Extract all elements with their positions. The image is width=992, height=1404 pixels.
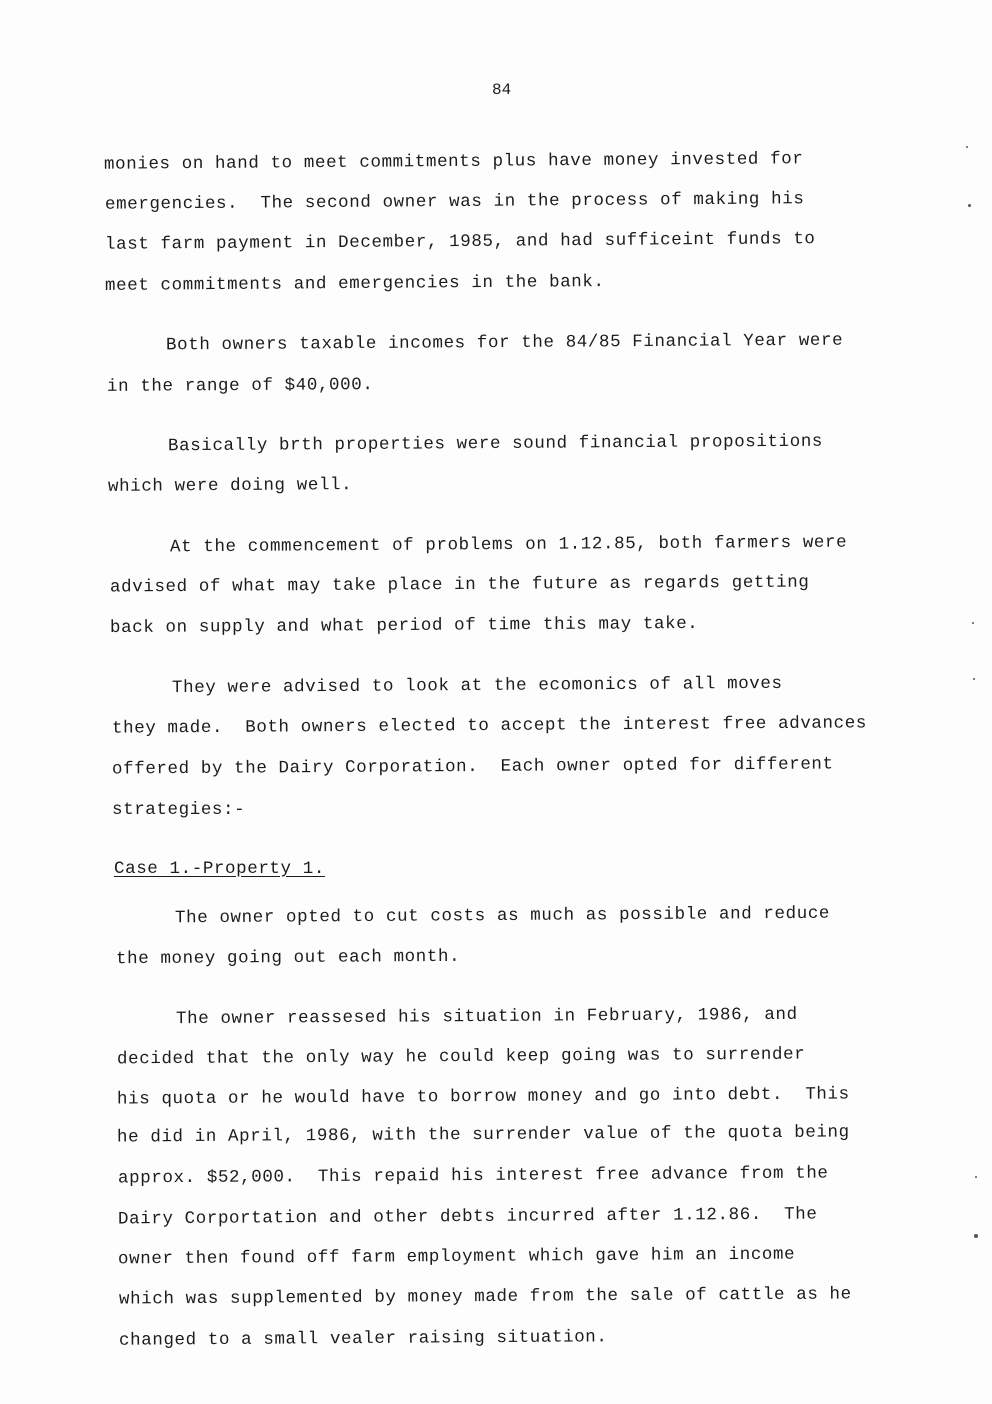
text-line: approx. $52,000. This repaid his interest free advance from the — [117, 1163, 829, 1189]
text-line: Both owners taxable incomes for the 84/85 Financial Year were — [165, 330, 844, 356]
text-line: decided that the only way he could keep going was to surrender — [116, 1044, 806, 1070]
scan-speck — [975, 1176, 977, 1178]
scan-speck — [972, 622, 974, 624]
text-line: which was supplemented by money made from the sale of cattle as he — [118, 1284, 852, 1310]
text-line: back on supply and what period of time this may take. — [109, 613, 699, 639]
text-line: the money going out each month. — [115, 946, 461, 970]
text-line: They were advised to look at the ecomonics of all moves — [171, 673, 783, 699]
text-line: At the commencement of problems on 1.12.85, both farmers were — [169, 532, 848, 558]
text-line: in the range of $40,000. — [106, 375, 374, 397]
scan-speck — [973, 678, 975, 680]
text-line: strategies:- — [112, 800, 246, 820]
text-line: Basically brth properties were sound financial propositions — [167, 431, 824, 457]
text-line: last farm payment in December, 1985, and had sufficeint funds to — [104, 229, 816, 255]
text-line: Dairy Corportation and other debts incurred after 1.12.86. The — [117, 1204, 818, 1230]
text-line: monies on hand to meet commitments plus have money invested for — [103, 149, 804, 175]
text-line: owner then found off farm employment which gave him an income — [117, 1244, 796, 1270]
text-line: meet commitments and emergencies in the bank. — [104, 272, 605, 296]
text-line: which were doing well. — [107, 475, 353, 497]
text-line: offered by the Dairy Corporation. Each owner opted for different — [111, 754, 834, 780]
scan-speck — [968, 204, 971, 207]
text-line: he did in April, 1986, with the surrender value of the quota being — [116, 1122, 850, 1148]
text-line: emergencies. The second owner was in the process of making his — [104, 189, 805, 215]
text-line: his quota or he would have to borrow money and go into debt. This — [116, 1084, 850, 1110]
scan-speck — [974, 1234, 978, 1238]
text-line: The owner reassesed his situation in February, 1986, and — [175, 1004, 798, 1030]
text-line: changed to a small vealer raising situation. — [118, 1327, 608, 1351]
scan-speck — [966, 146, 968, 148]
text-line: they made. Both owners elected to accept the interest free advances — [111, 713, 867, 739]
text-line: The owner opted to cut costs as much as possible and reduce — [174, 903, 831, 929]
case-heading: Case 1.-Property 1. — [114, 859, 325, 879]
page-number: 84 — [492, 81, 512, 99]
text-line: advised of what may take place in the future as regards getting — [109, 572, 810, 598]
